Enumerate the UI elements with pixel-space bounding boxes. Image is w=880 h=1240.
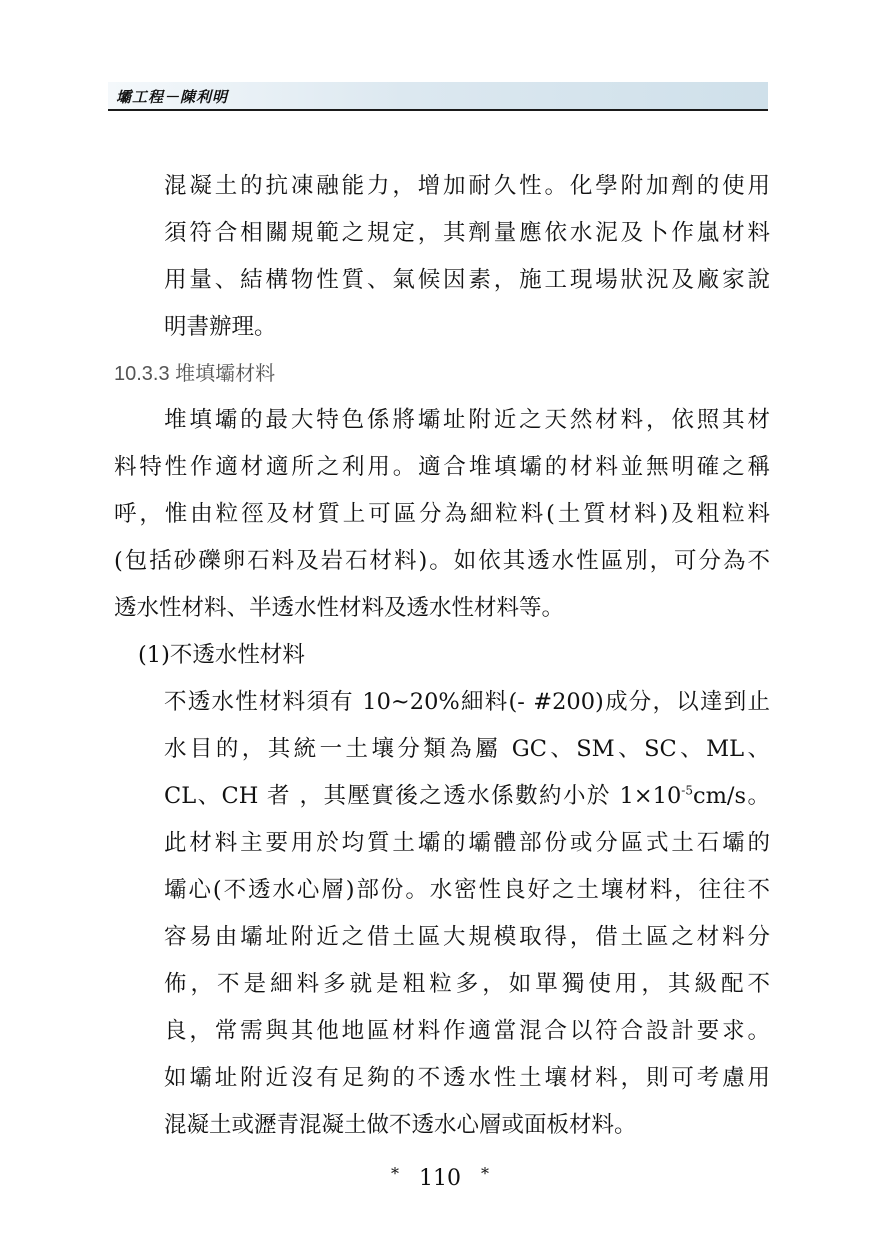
permeability-text: CL、CH 者 ，其壓實後之透水係數約小於 1×10: [164, 783, 682, 809]
text-line: 壩心(不透水心層)部份。水密性良好之土壤材料，往往不: [164, 877, 770, 903]
text-line: 料特性作適材適所之利用。適合堆填壩的材料並無明確之稱: [114, 454, 770, 480]
text-line: 須符合相關規範之規定，其劑量應依水泥及卜作嵐材料: [164, 220, 770, 246]
text-line: 此材料主要用於均質土壩的壩體部份或分區式土石壩的: [164, 830, 770, 856]
text-line: 明書辦理。: [164, 314, 277, 340]
star-ornament-right: *: [481, 1164, 489, 1183]
item-heading: (1)不透水性材料: [138, 642, 305, 668]
text-line: 呼，惟由粒徑及材質上可區分為細粒料(土質材料)及粗粒料: [114, 501, 770, 527]
running-header: [108, 82, 768, 111]
text-line: 用量、結構物性質、氣候因素，施工現場狀況及廠家說: [164, 267, 770, 293]
text-line: 水目的，其統一土壤分類為屬 GC、SM、SC、ML、: [164, 736, 770, 762]
text-line: 佈，不是細料多就是粗粒多，如單獨使用，其級配不: [164, 971, 770, 997]
text-line: 不透水性材料須有 10~20%細料(- #200)成分，以達到止: [164, 689, 770, 715]
page-footer: [0, 1156, 880, 1197]
permeability-unit: cm/s。: [692, 783, 770, 809]
header-title: 壩工程－陳利明: [116, 88, 229, 106]
text-line: 混凝土或瀝青混凝土做不透水心層或面板材料。: [164, 1112, 637, 1138]
permeability-exponent: -5: [681, 783, 693, 798]
text-line: 堆填壩的最大特色係將壩址附近之天然材料，依照其材: [164, 407, 770, 433]
star-ornament-left: *: [391, 1164, 399, 1183]
text-line: (包括砂礫卵石料及岩石材料)。如依其透水性區別，可分為不: [114, 548, 770, 574]
text-line: 容易由壩址附近之借土區大規模取得，借土區之材料分: [164, 924, 770, 950]
text-line: 透水性材料、半透水性材料及透水性材料等。: [114, 595, 565, 621]
text-line: 良，常需與其他地區材料作適當混合以符合設計要求。: [164, 1018, 770, 1044]
page-number: 110: [419, 1166, 461, 1191]
section-heading: 10.3.3 堆填壩材料: [114, 363, 276, 385]
text-line-permeability: [114, 773, 770, 820]
text-line: 混凝土的抗凍融能力，增加耐久性。化學附加劑的使用: [164, 173, 770, 199]
page-body: [114, 163, 770, 1149]
text-line: 如壩址附近沒有足夠的不透水性土壤材料，則可考慮用: [164, 1065, 770, 1091]
